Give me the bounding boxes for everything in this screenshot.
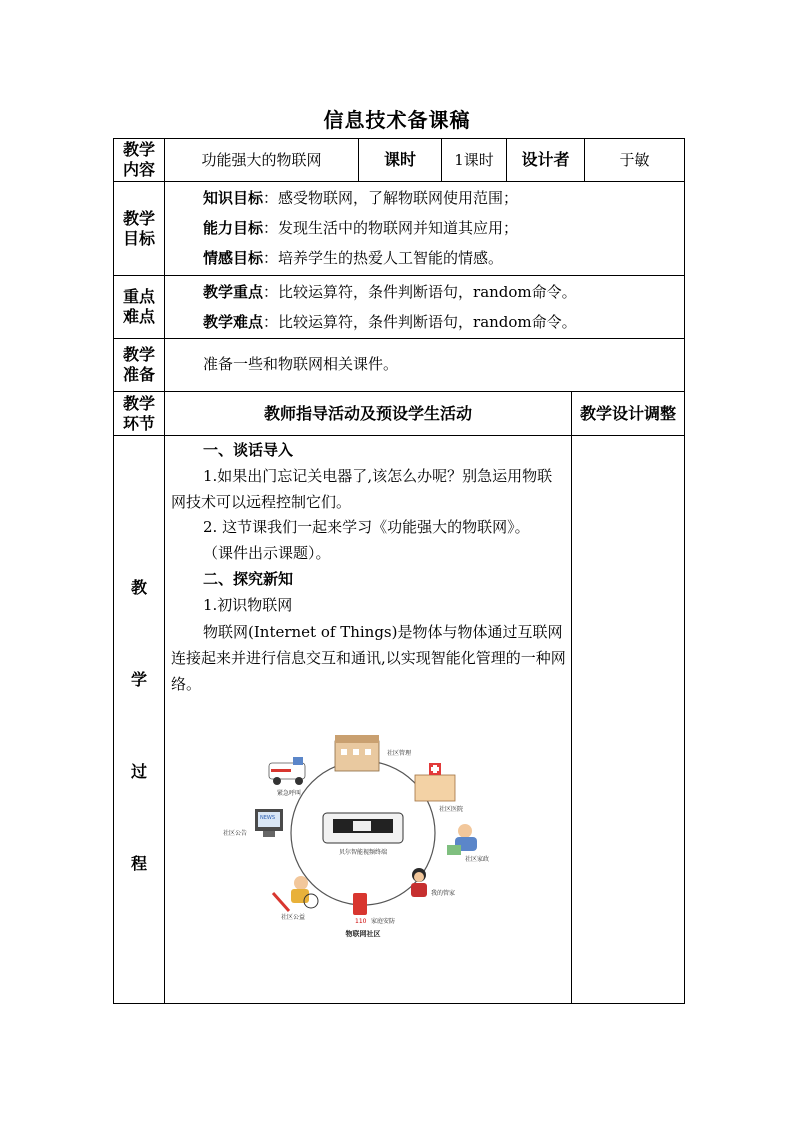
process-label-char-1: 教 xyxy=(131,578,148,597)
adjust-header: 教学设计调整 xyxy=(579,403,676,423)
prep-label: 教学准备 xyxy=(122,345,155,384)
period-label: 课时 xyxy=(383,149,416,169)
paragraph-intro-1: 1.如果出门忘记关电器了,该怎么办呢？别急运用物联网技术可以远程控制它们。 xyxy=(171,467,553,511)
heading-intro: 一、谈话导入 xyxy=(203,441,294,459)
designer-label: 设计者 xyxy=(521,149,570,169)
paragraph-iot-definition: 物联网(Internet of Things)是物体与物体通过互联网连接起来并进行信息交互和通讯,以实现智能化管理的一种网络。 xyxy=(171,623,566,693)
svg-text:NEWS: NEWS xyxy=(260,815,276,821)
content-value: 功能强大的物联网 xyxy=(201,150,322,169)
management-building-icon xyxy=(335,735,379,771)
paragraph-explore-1: 1.初识物联网 xyxy=(203,596,293,614)
ambulance-icon xyxy=(269,757,305,785)
goal-emotion: 情感目标：培养学生的热爱人工智能的情感。 xyxy=(203,249,504,267)
heading-explore: 二、探究新知 xyxy=(203,570,294,588)
node-label-hospital: 社区医院 xyxy=(439,806,464,813)
bulletin-icon xyxy=(255,809,283,837)
terminal-label: 贝尔智能视频终端 xyxy=(338,849,388,856)
prep-text: 准备一些和物联网相关课件。 xyxy=(203,355,399,373)
goals-label: 教学目标 xyxy=(122,208,155,248)
period-value: 1课时 xyxy=(454,150,494,169)
diagram-caption: 物联网社区 xyxy=(345,930,381,938)
node-label-security: 家庭安防 xyxy=(371,918,396,925)
security-icon xyxy=(353,893,367,925)
node-label-management: 社区管理 xyxy=(387,750,412,757)
butler-icon xyxy=(411,868,427,897)
paragraph-intro-2: 2. 这节课我们一起来学习《功能强大的物联网》。 xyxy=(203,518,530,536)
node-label-bulletin: 社区公告 xyxy=(223,830,248,837)
paragraph-intro-3: （课件出示课题）。 xyxy=(203,544,331,562)
page-title: 信息技术备课稿 xyxy=(323,108,471,132)
welfare-icon xyxy=(273,876,318,911)
goal-knowledge: 知识目标：感受物联网，了解物联网使用范围； xyxy=(203,189,519,207)
hospital-icon xyxy=(415,763,455,801)
node-label-housekeeping: 社区家政 xyxy=(465,856,490,863)
terminal-icon xyxy=(323,813,403,843)
lesson-plan-table xyxy=(113,138,685,1004)
housekeeping-icon xyxy=(447,824,477,855)
process-label-char-4: 程 xyxy=(131,854,148,873)
node-label-emergency: 紧急呼叫 xyxy=(277,790,302,797)
keypoint-focus: 教学重点：比较运算符，条件判断语句，random命令。 xyxy=(203,283,577,301)
designer-value: 于敏 xyxy=(619,150,650,169)
keypoints-label: 重点难点 xyxy=(122,287,155,326)
process-label-char-3: 过 xyxy=(131,762,148,781)
iot-community-diagram xyxy=(203,733,513,943)
section-label: 教学环节 xyxy=(122,393,155,433)
process-label-char-2: 学 xyxy=(131,670,148,689)
content-label: 教学内容 xyxy=(122,139,155,179)
goal-ability: 能力目标：发现生活中的物联网并知道其应用； xyxy=(203,219,519,237)
activities-header: 教师指导活动及预设学生活动 xyxy=(263,403,472,423)
keypoint-difficulty: 教学难点：比较运算符，条件判断语句，random命令。 xyxy=(203,313,577,331)
svg-text:110: 110 xyxy=(355,918,367,925)
node-label-welfare: 社区公益 xyxy=(281,914,306,921)
node-label-butler: 我的管家 xyxy=(431,890,456,897)
